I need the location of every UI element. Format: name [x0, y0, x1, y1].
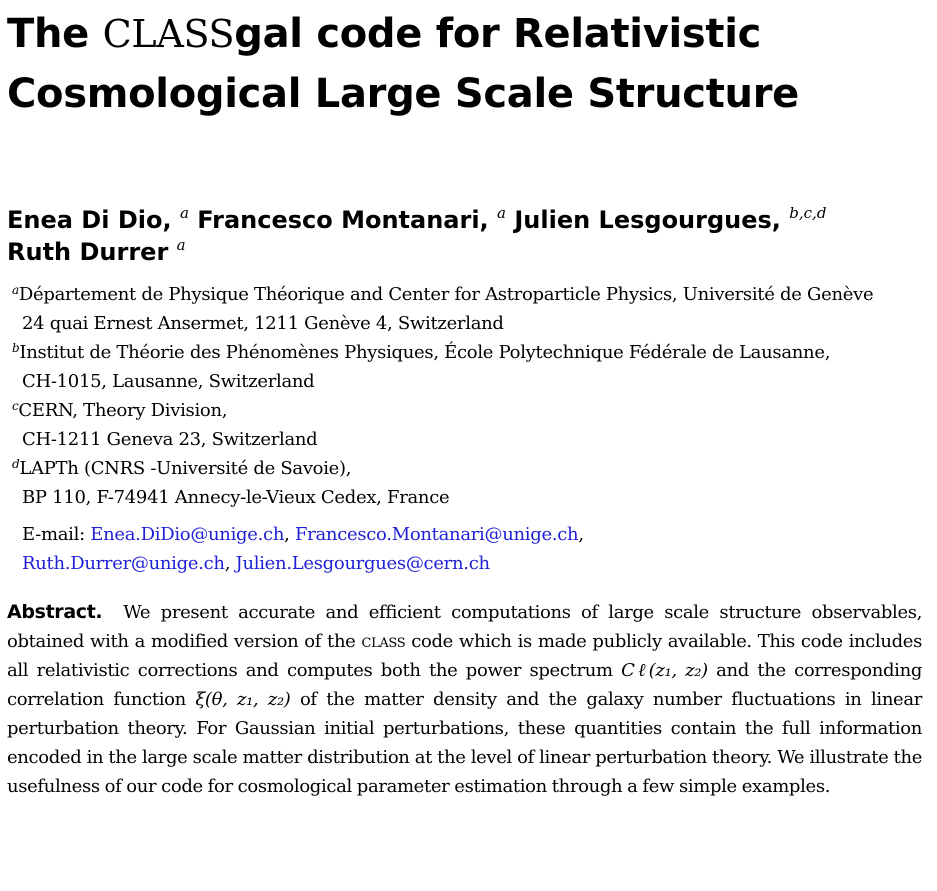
title-part-2: gal code for Relativistic — [234, 11, 762, 57]
author-name: Enea Di Dio, — [7, 206, 172, 234]
author-affiliation-marker: a — [179, 204, 189, 222]
email-link[interactable]: Ruth.Durrer@unige.ch — [22, 553, 225, 574]
affiliation-a — [7, 280, 932, 338]
abstract — [7, 598, 922, 801]
author-affiliation-marker: a — [176, 236, 186, 254]
affiliation-line: Département de Physique Théorique and Center for Astroparticle Physics, Université de Genève — [18, 284, 874, 305]
email-link[interactable]: Francesco.Montanari@unige.ch — [294, 524, 579, 545]
email-link[interactable]: Enea.DiDio@unige.ch — [90, 524, 285, 545]
author-affiliation-marker: b,c,d — [789, 204, 827, 222]
paper-page — [7, 0, 929, 801]
affiliation-line: CH-1015, Lausanne, Switzerland — [22, 371, 315, 392]
title-part-1: The — [7, 11, 103, 57]
abstract-text: code which is made publicly available. This code includes all relativistic corrections and computes both the power spectrum — [7, 631, 922, 681]
author-name: Francesco Montanari, — [197, 206, 489, 234]
affiliation-marker: a — [12, 283, 19, 297]
title-line-2: Cosmological Large Scale Structure — [7, 71, 799, 117]
email-link[interactable]: Julien.Lesgourgues@cern.ch — [235, 553, 490, 574]
abstract-heading: Abstract. — [7, 601, 103, 623]
affiliation-marker: c — [12, 399, 19, 413]
affiliation-line: 24 quai Ernest Ansermet, 1211 Genève 4, Switzerland — [22, 313, 504, 334]
affiliation-marker: d — [12, 457, 20, 471]
abstract-math-correlation-function: ξ(θ, z₁, z₂) — [195, 689, 291, 710]
affiliation-line: Institut de Théorie des Phénomènes Physiques, École Polytechnique Fédérale de Lausanne, — [19, 342, 831, 363]
affiliation-marker: b — [12, 341, 20, 355]
affiliation-line: LAPTh (CNRS -Université de Savoie), — [19, 458, 352, 479]
abstract-text: We present accurate and efficient computations of large scale structure observables, obtained with a modified version of the — [7, 602, 923, 652]
email-block: E-mail: Enea.DiDio@unige.ch, Francesco.Montanari@unige.ch, Ruth.Durrer@unige.ch, Julien.Lesgourgues@cern.ch — [22, 524, 584, 574]
abstract-math-power-spectrum: Cℓ(z₁, z₂) — [621, 660, 708, 681]
abstract-text: and the corresponding correlation function — [7, 660, 922, 710]
affiliation-c — [7, 396, 932, 454]
author-name: Julien Lesgourgues, — [514, 206, 781, 234]
affiliation-b — [7, 338, 932, 396]
affiliation-d — [7, 454, 932, 512]
abstract-code-name: class — [361, 631, 406, 652]
abstract-text: of the matter density and the galaxy number fluctuations in linear perturbation theory. For Gaussian initial perturbations, these quantities contain the full information encoded in the large scale matter distribution at the level of linear perturbation theory. We illustrate the usefulness of our code for cosmological parameter estimation through a few simple examples. — [7, 689, 922, 797]
title-code-name: CLASS — [102, 12, 235, 56]
email-label: E-mail: — [22, 524, 85, 545]
paper-title — [7, 0, 929, 124]
author-name: Ruth Durrer — [7, 238, 169, 266]
affiliation-line: CH-1211 Geneva 23, Switzerland — [22, 429, 318, 450]
author-list — [7, 204, 929, 268]
affiliation-line: CERN, Theory Division, — [18, 400, 228, 421]
affiliation-list — [7, 280, 929, 578]
author-affiliation-marker: a — [497, 204, 506, 222]
affiliation-line: BP 110, F-74941 Annecy-le-Vieux Cedex, France — [22, 487, 450, 508]
